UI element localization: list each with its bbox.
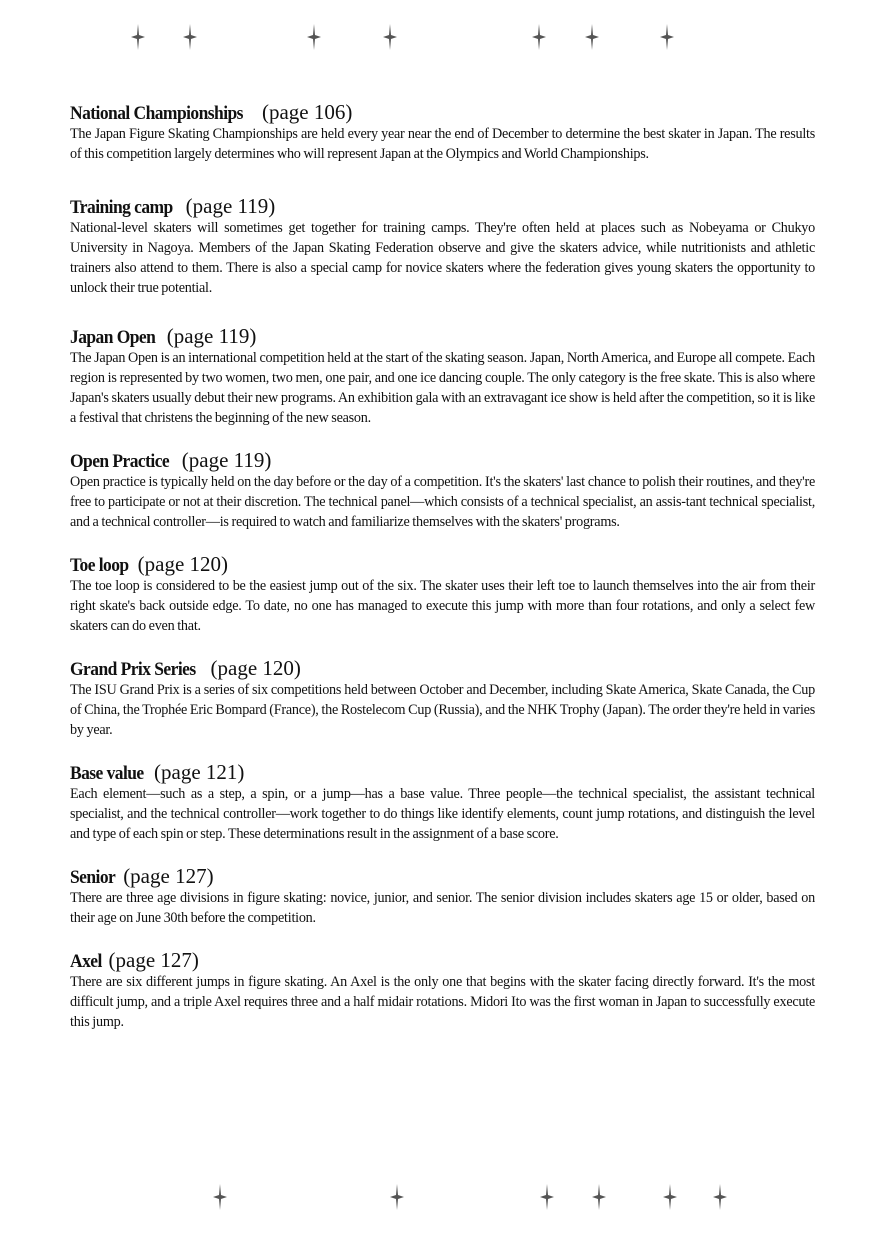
entry-text: The Japan Figure Skating Championships are held every year near the end of December to determine the best skater in Japan. The results of this competition largely determines who will represent Japan at the Olympics and World Championships. xyxy=(70,126,815,162)
glossary xyxy=(70,100,815,1032)
sparkle-icon xyxy=(213,1184,227,1210)
glossary-entry xyxy=(70,656,815,740)
sparkle-icon xyxy=(183,24,197,50)
entry-term: Japan Open xyxy=(70,327,156,348)
entry-heading xyxy=(70,864,815,888)
entry-text: The Japan Open is an international competition held at the start of the skating season. Japan, North America, and Europe all compete. Each region is represented by two women, two men, one pair, and one ice dancing couple. The only category is the free skate. This is also where Japan's skaters usually debut their new programs. An exhibition gala with an extravagant ice show is held after the competition, so it is like a festival that christens the beginning of the new season. xyxy=(70,350,815,426)
entry-term: National Championships xyxy=(70,103,243,124)
entry-page-ref: (page 120) xyxy=(137,552,229,576)
entry-heading xyxy=(70,448,815,472)
entry-page-ref: (page 127) xyxy=(108,948,199,972)
entry-text: Each element—such as a step, a spin, or a jump—has a base value. Three people—the technical specialist, the assistant technical specialist, and the technical controller—work together to do things like identify elements, count jump rotations, and distinguish the level and type of each spin or step. These determinations result in the assignment of a base score. xyxy=(70,786,815,842)
sparkle-icon xyxy=(131,24,145,50)
sparkle-icon xyxy=(383,24,397,50)
entry-text: Open practice is typically held on the day before or the day of a competition. It's the skaters' last chance to polish their routines, and they're free to participate or not at their discretion. The technical panel—which consists of a technical specialist, an assis-tant technical specialist, and a technical controller—is required to watch and familiarize themselves with the skaters' programs. xyxy=(70,474,815,530)
entry-text: The toe loop is considered to be the easiest jump out of the six. The skater uses their left toe to launch themselves into the air from their right skate's back outside edge. To date, no one has managed to execute this jump with more than four rotations, and only a select few skaters can do even that. xyxy=(70,578,815,634)
entry-heading xyxy=(70,324,815,348)
entry-heading xyxy=(70,194,815,218)
entry-text: There are three age divisions in figure skating: novice, junior, and senior. The senior division includes skaters age 15 or older, based on their age on June 30th before the competition. xyxy=(70,890,815,926)
sparkle-icon xyxy=(585,24,599,50)
entry-heading xyxy=(70,760,815,784)
entry-heading xyxy=(70,552,815,576)
sparkle-icon xyxy=(540,1184,554,1210)
entry-page-ref: (page 127) xyxy=(123,864,214,888)
bottom-decoration xyxy=(0,1184,870,1214)
entry-page-ref: (page 119) xyxy=(185,194,276,218)
top-decoration xyxy=(0,24,870,54)
sparkle-icon xyxy=(663,1184,677,1210)
glossary-entry xyxy=(70,948,815,1032)
entry-term: Axel xyxy=(70,951,102,972)
entry-term: Grand Prix Series xyxy=(70,659,196,680)
entry-page-ref: (page 106) xyxy=(261,100,353,124)
glossary-entry xyxy=(70,194,815,298)
sparkle-icon xyxy=(592,1184,606,1210)
entry-term: Senior xyxy=(70,867,116,888)
entry-term: Open Practice xyxy=(70,451,170,472)
glossary-entry xyxy=(70,864,815,928)
entry-heading xyxy=(70,656,815,680)
glossary-entry xyxy=(70,324,815,428)
entry-term: Training camp xyxy=(70,197,173,218)
glossary-entry xyxy=(70,760,815,844)
entry-page-ref: (page 120) xyxy=(210,656,301,680)
sparkle-icon xyxy=(532,24,546,50)
entry-text: National-level skaters will sometimes get together for training camps. They're often held at places such as Nobeyama or Chukyo University in Nagoya. Members of the Japan Skating Federation observe and give the skaters advice, while nutritionists and athletic trainers also attend to them. There is also a special camp for novice skaters where the federation gives young skaters the opportunity to unlock their true potential. xyxy=(70,220,815,296)
entry-text: There are six different jumps in figure skating. An Axel is the only one that begins with the skater facing directly forward. It's the most difficult jump, and a triple Axel requires three and a half midair rotations. Midori Ito was the first woman in Japan to successfully execute this jump. xyxy=(70,974,815,1030)
entry-heading xyxy=(70,948,815,972)
entry-term: Base value xyxy=(70,763,144,784)
sparkle-icon xyxy=(713,1184,727,1210)
entry-term: Toe loop xyxy=(70,555,129,576)
glossary-entry xyxy=(70,552,815,636)
sparkle-icon xyxy=(307,24,321,50)
entry-page-ref: (page 119) xyxy=(166,324,257,348)
entry-page-ref: (page 119) xyxy=(181,448,272,472)
sparkle-icon xyxy=(660,24,674,50)
sparkle-icon xyxy=(390,1184,404,1210)
glossary-entry xyxy=(70,100,815,164)
entry-text: The ISU Grand Prix is a series of six competitions held between October and December, including Skate America, Skate Canada, the Cup of China, the Trophée Eric Bompard (France), the Rostelecom Cup (Russia), and the NHK Trophy (Japan). The order they're held in varies by year. xyxy=(70,682,815,738)
entry-heading xyxy=(70,100,815,124)
entry-page-ref: (page 121) xyxy=(154,760,245,784)
glossary-entry xyxy=(70,448,815,532)
